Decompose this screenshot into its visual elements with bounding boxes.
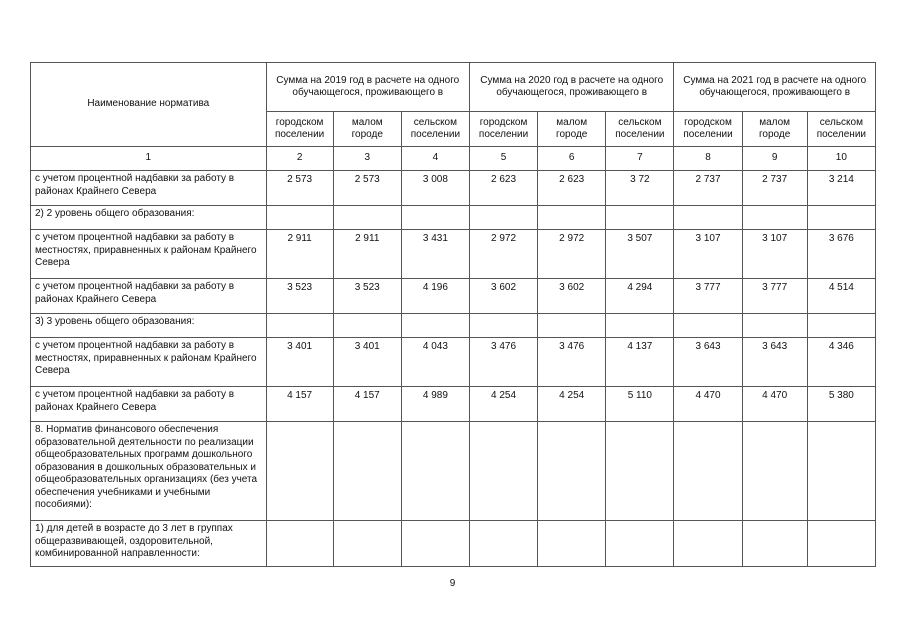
header-row-years — [31, 63, 876, 112]
year-2019-header: Сумма на 2019 год в расчете на одного обучающегося, проживающего в — [266, 63, 469, 112]
value-cell — [606, 314, 674, 338]
norm-label: 8. Норматив финансового обеспечения образовательной деятельности по реализации общеобразовательных программ дошкольного образования в дошкольных образовательных и общеобразовательных организациях (без учета обеспечения учебниками и учебными пособиями): — [31, 422, 267, 521]
table-row — [31, 521, 876, 567]
sub-header-town: малом городе — [742, 112, 807, 147]
table-row — [31, 338, 876, 387]
value-cell: 4 470 — [742, 387, 807, 422]
year-2021-header: Сумма на 2021 год в расчете на одного обучающегося, проживающего в — [674, 63, 876, 112]
value-cell — [401, 521, 469, 567]
sub-header-urban: городском поселении — [674, 112, 742, 147]
value-cell: 2 573 — [333, 171, 401, 206]
value-cell — [674, 422, 742, 521]
value-cell — [606, 422, 674, 521]
column-index: 9 — [742, 147, 807, 171]
value-cell: 3 401 — [266, 338, 333, 387]
value-cell — [266, 206, 333, 230]
value-cell: 4 254 — [469, 387, 537, 422]
column-index: 4 — [401, 147, 469, 171]
value-cell — [401, 206, 469, 230]
value-cell — [606, 206, 674, 230]
value-cell — [742, 314, 807, 338]
sub-header-town: малом городе — [538, 112, 606, 147]
value-cell: 3 401 — [333, 338, 401, 387]
table-row — [31, 171, 876, 206]
value-cell: 5 380 — [807, 387, 875, 422]
value-cell: 4 196 — [401, 279, 469, 314]
name-column-header: Наименование норматива — [31, 63, 267, 147]
value-cell: 2 972 — [538, 230, 606, 279]
value-cell: 4 294 — [606, 279, 674, 314]
value-cell — [674, 314, 742, 338]
value-cell — [742, 422, 807, 521]
value-cell: 4 346 — [807, 338, 875, 387]
norm-label: 3) 3 уровень общего образования: — [31, 314, 267, 338]
column-index: 3 — [333, 147, 401, 171]
value-cell — [538, 422, 606, 521]
norm-label: 1) для детей в возрасте до 3 лет в группах общеразвивающей, оздоровительной, комбинированной направленности: — [31, 521, 267, 567]
value-cell — [469, 206, 537, 230]
norm-label: с учетом процентной надбавки за работу в местностях, приравненных к районам Крайнего Севера — [31, 230, 267, 279]
value-cell — [266, 422, 333, 521]
value-cell — [538, 521, 606, 567]
value-cell — [538, 314, 606, 338]
value-cell: 4 157 — [333, 387, 401, 422]
sub-header-town: малом городе — [333, 112, 401, 147]
value-cell — [333, 314, 401, 338]
value-cell: 2 623 — [538, 171, 606, 206]
value-cell: 4 254 — [538, 387, 606, 422]
value-cell: 2 573 — [266, 171, 333, 206]
value-cell: 2 911 — [333, 230, 401, 279]
norm-label: 2) 2 уровень общего образования: — [31, 206, 267, 230]
value-cell — [807, 422, 875, 521]
norm-label: с учетом процентной надбавки за работу в районах Крайнего Севера — [31, 387, 267, 422]
value-cell — [742, 206, 807, 230]
value-cell — [333, 206, 401, 230]
value-cell: 3 107 — [742, 230, 807, 279]
value-cell: 3 523 — [333, 279, 401, 314]
value-cell — [807, 521, 875, 567]
norm-label: с учетом процентной надбавки за работу в районах Крайнего Севера — [31, 279, 267, 314]
value-cell — [469, 422, 537, 521]
sub-header-rural: сельском поселении — [401, 112, 469, 147]
value-cell — [401, 422, 469, 521]
value-cell: 4 043 — [401, 338, 469, 387]
column-index: 7 — [606, 147, 674, 171]
value-cell: 2 911 — [266, 230, 333, 279]
column-index: 5 — [469, 147, 537, 171]
column-index-row — [31, 147, 876, 171]
table-row — [31, 230, 876, 279]
value-cell — [469, 314, 537, 338]
value-cell: 3 507 — [606, 230, 674, 279]
value-cell: 3 431 — [401, 230, 469, 279]
value-cell — [606, 521, 674, 567]
value-cell — [469, 521, 537, 567]
value-cell: 3 676 — [807, 230, 875, 279]
value-cell: 3 777 — [674, 279, 742, 314]
norm-label: с учетом процентной надбавки за работу в местностях, приравненных к районам Крайнего Севера — [31, 338, 267, 387]
value-cell: 3 777 — [742, 279, 807, 314]
value-cell — [333, 521, 401, 567]
value-cell: 2 737 — [742, 171, 807, 206]
value-cell — [401, 314, 469, 338]
sub-header-rural: сельском поселении — [807, 112, 875, 147]
value-cell: 5 110 — [606, 387, 674, 422]
table-row — [31, 387, 876, 422]
value-cell — [807, 314, 875, 338]
value-cell: 3 214 — [807, 171, 875, 206]
value-cell: 4 514 — [807, 279, 875, 314]
table-row — [31, 422, 876, 521]
value-cell: 3 602 — [538, 279, 606, 314]
value-cell — [333, 422, 401, 521]
sub-header-rural: сельском поселении — [606, 112, 674, 147]
column-index: 10 — [807, 147, 875, 171]
column-index: 2 — [266, 147, 333, 171]
value-cell — [266, 314, 333, 338]
table-row — [31, 206, 876, 230]
year-2020-header: Сумма на 2020 год в расчете на одного обучающегося, проживающего в — [469, 63, 673, 112]
value-cell — [266, 521, 333, 567]
value-cell: 3 008 — [401, 171, 469, 206]
value-cell: 3 523 — [266, 279, 333, 314]
column-index: 6 — [538, 147, 606, 171]
page-number: 9 — [449, 578, 456, 589]
value-cell: 3 643 — [674, 338, 742, 387]
value-cell: 3 72 — [606, 171, 674, 206]
value-cell: 2 972 — [469, 230, 537, 279]
norms-table — [30, 62, 876, 567]
column-index: 8 — [674, 147, 742, 171]
value-cell: 4 137 — [606, 338, 674, 387]
value-cell — [674, 521, 742, 567]
value-cell: 3 476 — [538, 338, 606, 387]
norm-label: с учетом процентной надбавки за работу в районах Крайнего Севера — [31, 171, 267, 206]
value-cell: 2 623 — [469, 171, 537, 206]
value-cell: 3 107 — [674, 230, 742, 279]
value-cell: 2 737 — [674, 171, 742, 206]
value-cell — [807, 206, 875, 230]
sub-header-urban: городском поселении — [469, 112, 537, 147]
value-cell: 3 602 — [469, 279, 537, 314]
sub-header-urban: городском поселении — [266, 112, 333, 147]
value-cell: 4 470 — [674, 387, 742, 422]
value-cell — [538, 206, 606, 230]
value-cell — [742, 521, 807, 567]
value-cell: 3 476 — [469, 338, 537, 387]
value-cell: 4 157 — [266, 387, 333, 422]
value-cell: 3 643 — [742, 338, 807, 387]
table-row — [31, 314, 876, 338]
table-row — [31, 279, 876, 314]
column-index: 1 — [31, 147, 267, 171]
value-cell — [674, 206, 742, 230]
value-cell: 4 989 — [401, 387, 469, 422]
